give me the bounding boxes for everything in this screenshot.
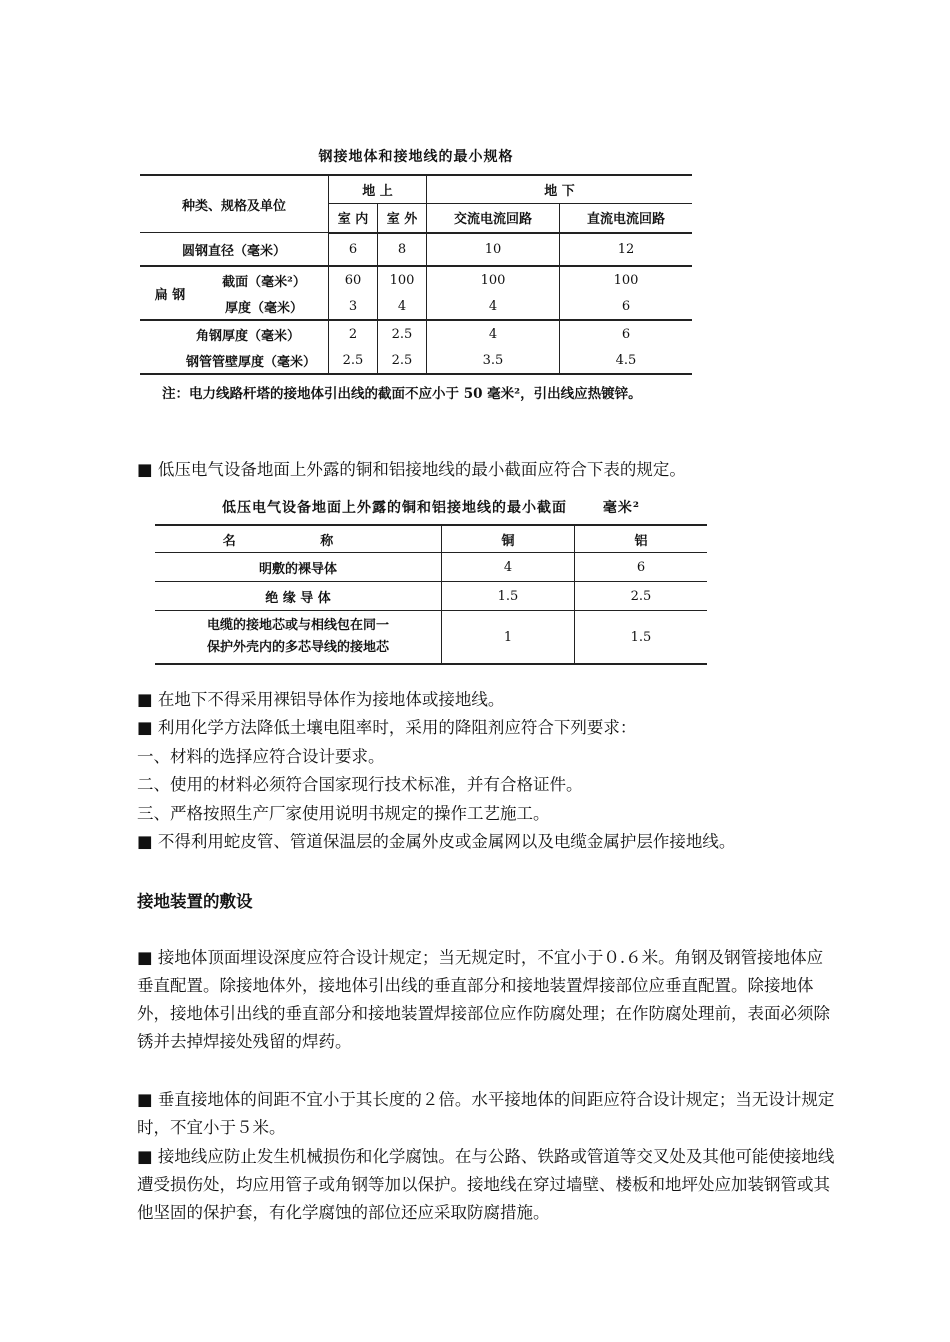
table-row: 圆钢直径（毫米） 6 8 10 12 xyxy=(140,233,692,267)
table-row: 绝 缘 导 体 1.5 2.5 xyxy=(155,582,707,611)
paragraph: ■ 接地线应防止发生机械损伤和化学腐蚀。在与公路、铁路或管道等交叉处及其他可能使接地线遭受损伤处，均应用管子或角钢等加以保护。接地线在穿过墙壁、楼板和地坪处应加装钢管或其他坚固的保护套，有化学腐蚀的部位还应采取防腐措施。 xyxy=(137,1147,835,1222)
paragraph: ■ 垂直接地体的间距不宜小于其长度的２倍。水平接地体的间距应符合设计规定；当无设计规定时，不宜小于５米。 xyxy=(137,1090,835,1137)
header-indoor: 室 内 xyxy=(329,204,378,233)
header-below: 地 下 xyxy=(427,175,693,204)
table2-unit: 毫米² xyxy=(602,500,640,516)
copper-aluminum-table xyxy=(155,524,707,665)
list-item: 一、材料的选择应符合设计要求。 xyxy=(137,747,385,766)
table-row: 扁 钢 截面（毫米²） 60 100 100 100 xyxy=(140,266,692,293)
list-item: 二、使用的材料必须符合国家现行技术标准，并有合格证件。 xyxy=(137,775,583,794)
header-category: 种类、规格及单位 xyxy=(140,175,329,233)
table-row: 明敷的裸导体 4 6 xyxy=(155,553,707,582)
steel-spec-table xyxy=(140,174,692,375)
header-al: 铝 xyxy=(575,525,708,553)
table-row: 电缆的接地芯或与相线包在同一 保护外壳内的多芯导线的接地芯 1 1.5 xyxy=(155,611,707,665)
list-item: 三、严格按照生产厂家使用说明书规定的操作工艺施工。 xyxy=(137,804,550,823)
header-ac: 交流电流回路 xyxy=(427,204,560,233)
header-name: 名 称 xyxy=(155,525,442,553)
list-item: ■ 在地下不得采用裸铝导体作为接地体或接地线。 xyxy=(137,690,505,709)
paragraph: ■ 接地体顶面埋设深度应符合设计规定；当无规定时，不宜小于０.６米。角钢及钢管接地体应垂直配置。除接地体外，接地体引出线的垂直部分和接地装置焊接部位应垂直配置。除接地体外，接地体引出线的垂直部分和接地装置焊接部位应作防腐处理；在作防腐处理前，表面必须除锈并去掉焊接处残留的焊药。 xyxy=(137,948,830,1051)
table1-title: 钢接地体和接地线的最小规格 xyxy=(318,149,514,165)
table1-note: 注：电力线路杆塔的接地体引出线的截面不应小于 50 毫米²，引出线应热镀锌。 xyxy=(162,386,642,402)
header-outdoor: 室 外 xyxy=(378,204,427,233)
table-row: 角钢厚度（毫米） 2 2.5 4 6 xyxy=(140,320,692,347)
list-item: ■ 不得利用蛇皮管、管道保温层的金属外皮或金属网以及电缆金属护层作接地线。 xyxy=(137,832,736,851)
table-row: 厚度（毫米） 3 4 4 6 xyxy=(140,293,692,320)
list-item: ■ 利用化学方法降低土壤电阻率时，采用的降阻剂应符合下列要求： xyxy=(137,718,637,737)
table2-title: 低压电气设备地面上外露的铜和铝接地线的最小截面 毫米² xyxy=(221,500,640,516)
header-cu: 铜 xyxy=(442,525,575,553)
table-row: 钢管管壁厚度（毫米） 2.5 2.5 3.5 4.5 xyxy=(140,347,692,374)
section-heading: 接地装置的敷设 xyxy=(137,892,253,911)
intro-line: ■ 低压电气设备地面上外露的铜和铝接地线的最小截面应符合下表的规定。 xyxy=(137,460,686,479)
header-dc: 直流电流回路 xyxy=(560,204,693,233)
header-above: 地 上 xyxy=(329,175,427,204)
flat-steel-group: 扁 钢 xyxy=(140,266,200,320)
